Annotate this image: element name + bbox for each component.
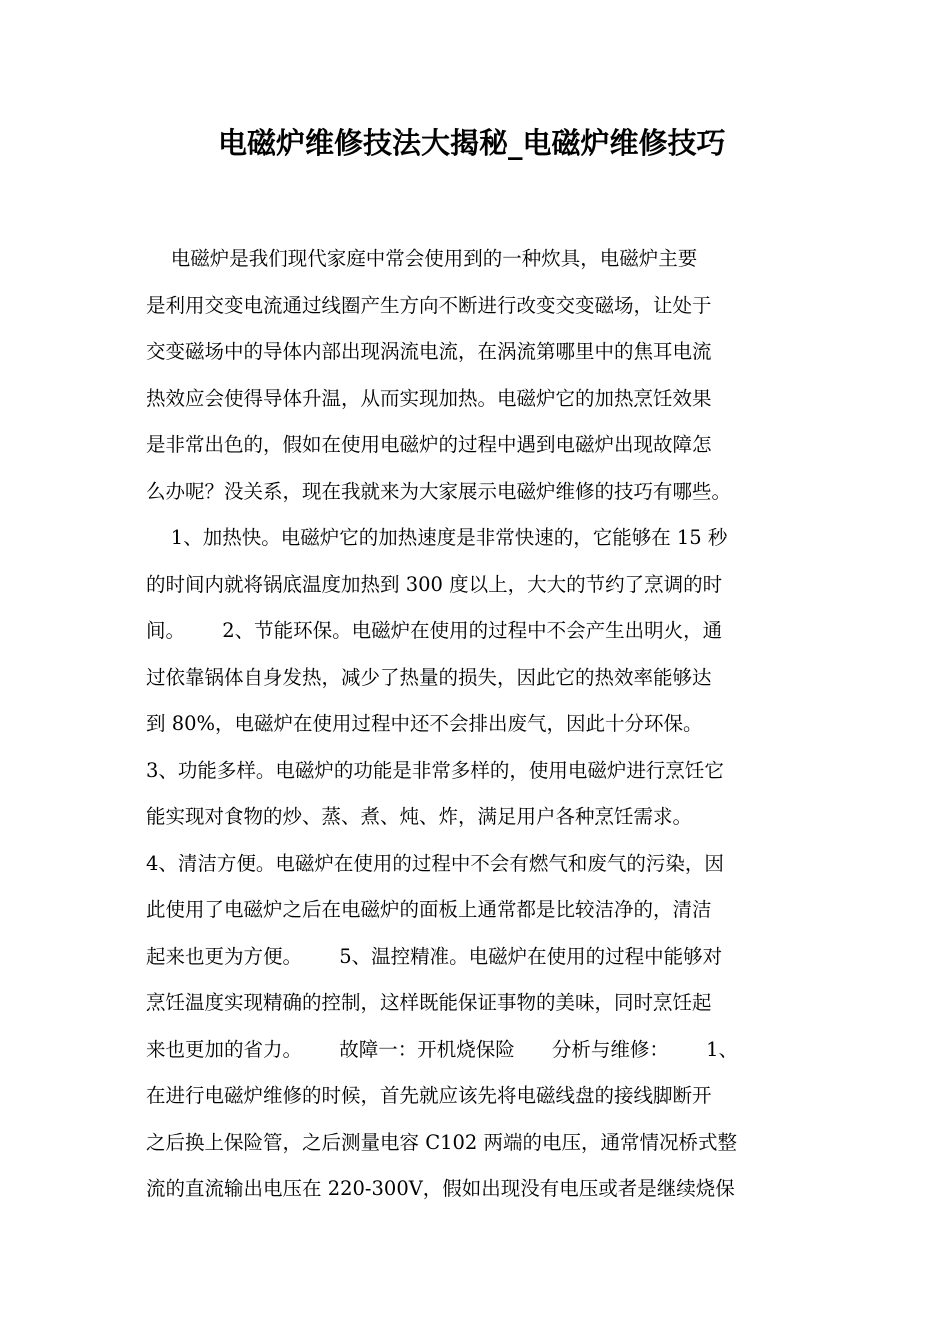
paragraph-line: 能实现对食物的炒、蒸、煮、炖、炸，满足用户各种烹饪需求。 (146, 805, 693, 828)
paragraph-line: 过依靠锅体自身发热，减少了热量的损失，因此它的热效率能够达 (146, 665, 712, 689)
paragraph-line: 之后换上保险管，之后测量电容 C102 两端的电压，通常情况桥式整 (146, 1130, 738, 1154)
paragraph-line: 是利用交变电流通过线圈产生方向不断进行改变交变磁场，让处于 (146, 293, 712, 317)
document-title: 电磁炉维修技法大揭秘_电磁炉维修技巧 (218, 126, 726, 160)
paragraph-line: 4、清洁方便。电磁炉在使用的过程中不会有燃气和废气的污染，因 (146, 851, 724, 875)
paragraph-line: 1、加热快。电磁炉它的加热速度是非常快速的，它能够在 15 秒 (146, 526, 728, 549)
paragraph-line: 烹饪温度实现精确的控制，这样既能保证事物的美味，同时烹饪起 (146, 991, 712, 1014)
paragraph-line: 么办呢？没关系，现在我就来为大家展示电磁炉维修的技巧有哪些。 (146, 479, 732, 503)
paragraph-line: 的时间内就将锅底温度加热到 300 度以上，大大的节约了烹调的时 (146, 572, 723, 596)
paragraph-line: 来也更加的省力。 故障一：开机烧保险 分析与维修： 1、 (146, 1037, 738, 1061)
paragraph-line: 交变磁场中的导体内部出现涡流电流，在涡流第哪里中的焦耳电流 (146, 340, 712, 363)
paragraph-line: 在进行电磁炉维修的时候，首先就应该先将电磁线盘的接线脚断开 (146, 1084, 712, 1107)
paragraph-line: 此使用了电磁炉之后在电磁炉的面板上通常都是比较洁净的，清洁 (146, 898, 712, 921)
paragraph-line: 到 80%，电磁炉在使用过程中还不会排出废气，因此十分环保。 (146, 712, 703, 735)
paragraph-line: 起来也更为方便。 5、温控精准。电磁炉在使用的过程中能够对 (146, 944, 723, 968)
paragraph-line: 流的直流输出电压在 220-300V，假如出现没有电压或者是继续烧保 (146, 1177, 735, 1200)
paragraph-line: 热效应会使得导体升温，从而实现加热。电磁炉它的加热烹饪效果 (146, 386, 712, 410)
paragraph-line: 电磁炉是我们现代家庭中常会使用到的一种炊具，电磁炉主要 (146, 247, 698, 270)
paragraph-line: 3、功能多样。电磁炉的功能是非常多样的，使用电磁炉进行烹饪它 (146, 758, 724, 782)
paragraph-line: 间。 2、节能环保。电磁炉在使用的过程中不会产生出明火，通 (146, 619, 723, 642)
paragraph-line: 是非常出色的，假如在使用电磁炉的过程中遇到电磁炉出现故障怎 (146, 433, 712, 456)
document-body (146, 236, 826, 1213)
